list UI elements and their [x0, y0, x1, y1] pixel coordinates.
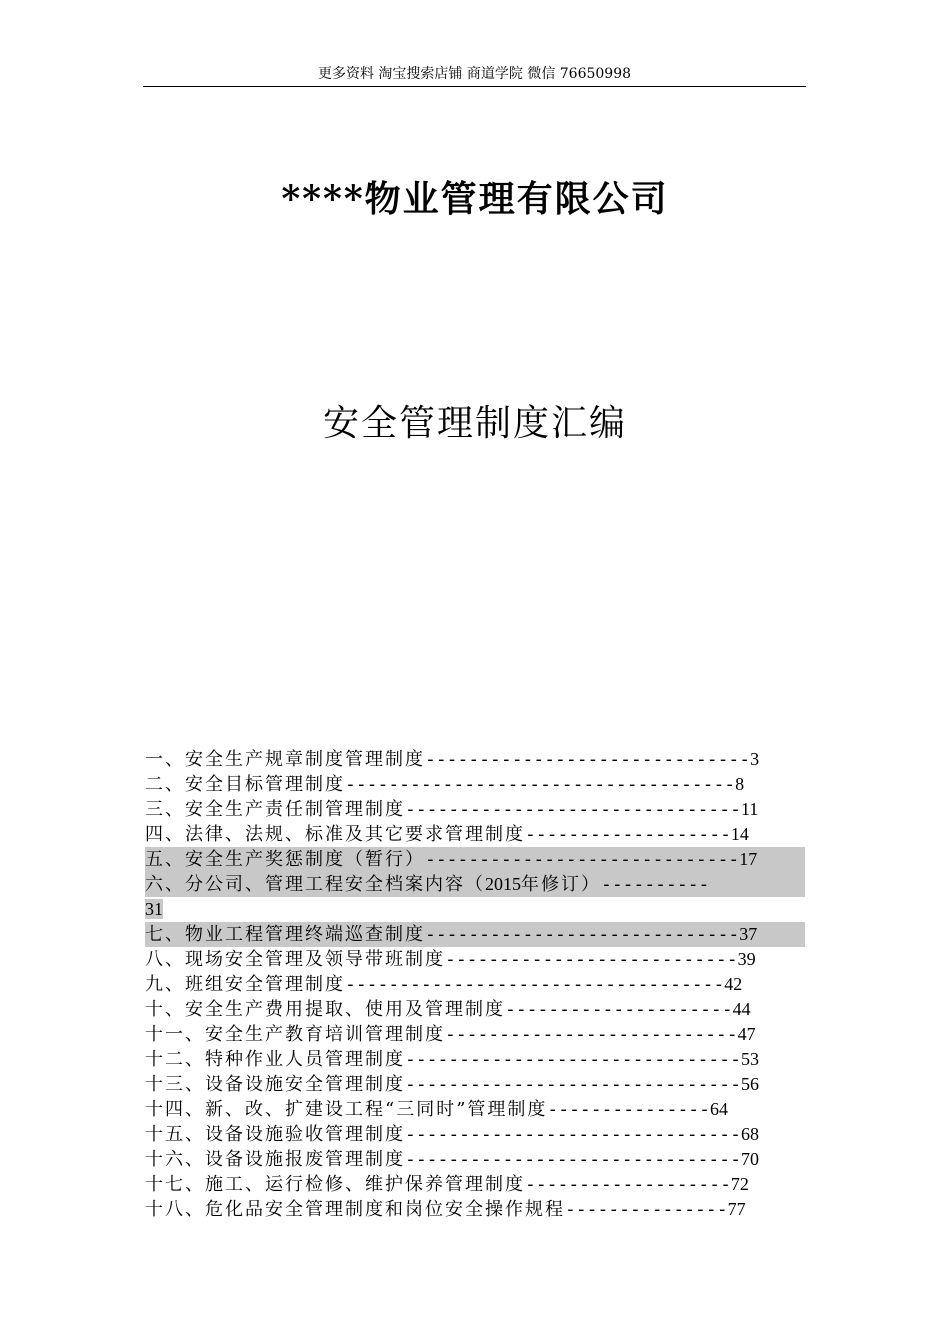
toc-leader: ------------------------------- [405, 1149, 741, 1170]
toc-entry-line [145, 872, 805, 897]
toc-entry-label: 十一、安全生产教育培训管理制度 [145, 1024, 445, 1045]
toc-entry-12 [145, 1047, 805, 1072]
header-rule [143, 86, 806, 87]
toc-leader: ------------------- [525, 824, 731, 845]
toc-entry-13 [145, 1072, 805, 1097]
toc-leader: ----------------------------------- [345, 974, 725, 995]
toc-page-number: 31 [145, 899, 163, 919]
toc-entry-15 [145, 1122, 805, 1147]
toc-entry-label: 一、安全生产规章制度管理制度 [145, 749, 425, 770]
toc-page-number: 3 [750, 749, 760, 769]
toc-entry-6 [145, 872, 805, 922]
toc-page-number: 17 [739, 849, 758, 869]
toc-entry-label: 十三、设备设施安全管理制度 [145, 1074, 405, 1095]
company-title: ****物业管理有限公司 [281, 178, 669, 220]
toc-entry-14 [145, 1097, 805, 1122]
toc-page-number: 44 [732, 999, 751, 1019]
toc-entry-16 [145, 1147, 805, 1172]
toc-entry-8 [145, 947, 805, 972]
toc-leader: --------------------------- [445, 949, 738, 970]
toc-leader: ------------------------------- [405, 1074, 741, 1095]
toc-entry-label: 七、物业工程管理终端巡查制度 [145, 924, 425, 945]
toc-leader: --------------- [547, 1099, 710, 1120]
toc-page-number: 72 [730, 1174, 749, 1194]
toc-entry-label: 十二、特种作业人员管理制度 [145, 1049, 405, 1070]
toc-page-number: 68 [740, 1124, 759, 1144]
toc-entry-9 [145, 972, 805, 997]
toc-entry-label: 十五、设备设施验收管理制度 [145, 1124, 405, 1145]
toc-entry-label: 十、安全生产费用提取、使用及管理制度 [145, 999, 505, 1020]
toc-entry-7 [145, 922, 805, 947]
toc-entry-year: 2015 [485, 874, 521, 894]
toc-page-number: 14 [730, 824, 749, 844]
toc-page-number: 8 [735, 774, 745, 794]
toc-page-number: 37 [739, 924, 758, 944]
toc-page-number: 64 [709, 1099, 728, 1119]
toc-page-number: 56 [740, 1074, 759, 1094]
toc-leader: ------------------- [525, 1174, 731, 1195]
toc-entry-17 [145, 1172, 805, 1197]
toc-page-number: 47 [737, 1024, 756, 1044]
toc-entry-label: 八、现场安全管理及领导带班制度 [145, 949, 445, 970]
toc-entry-line [145, 897, 805, 922]
toc-leader: ------------------------------------ [345, 774, 736, 795]
toc-entry-11 [145, 1022, 805, 1047]
toc-entry-4 [145, 822, 805, 847]
toc-entry-10 [145, 997, 805, 1022]
toc-entry-label: 十四、新、改、扩建设工程“三同时”管理制度 [145, 1099, 548, 1120]
document-subtitle: 安全管理制度汇编 [322, 403, 627, 444]
toc-entry-label: 二、安全目标管理制度 [145, 774, 345, 795]
toc-entry-label: 四、法律、法规、标准及其它要求管理制度 [145, 824, 525, 845]
toc-entry-1 [145, 747, 805, 772]
table-of-contents [145, 747, 805, 1222]
toc-page-number: 42 [724, 974, 743, 994]
toc-entry-18 [145, 1197, 805, 1222]
toc-entry-5 [145, 847, 805, 872]
page-header: 更多资料 淘宝搜索店铺 商道学院 微信 76650998 [317, 66, 632, 82]
toc-page-number: 53 [740, 1049, 759, 1069]
toc-entry-label: 十七、施工、运行检修、维护保养管理制度 [145, 1174, 525, 1195]
toc-entry-label: 五、安全生产奖惩制度（暂行） [145, 849, 425, 870]
toc-entry-2 [145, 772, 805, 797]
toc-entry-label: 九、班组安全管理制度 [145, 974, 345, 995]
toc-page-number: 70 [740, 1149, 759, 1169]
toc-leader: ------------------------------ [425, 749, 751, 770]
toc-leader: --------------- [565, 1199, 728, 1220]
toc-leader: ----------------------------- [425, 924, 740, 945]
toc-leader: ------------------------------- [405, 1124, 741, 1145]
toc-entry-3 [145, 797, 805, 822]
toc-page-number: 11 [740, 799, 759, 819]
toc-leader: ----------------------------- [425, 849, 740, 870]
toc-leader: --------------------- [505, 999, 733, 1020]
toc-leader: ------------------------------- [405, 1049, 741, 1070]
toc-entry-label: 十六、设备设施报废管理制度 [145, 1149, 405, 1170]
toc-entry-label: 三、安全生产责任制管理制度 [145, 799, 405, 820]
toc-entry-label-suffix: 年修订） [521, 874, 601, 895]
toc-leader: --------------------------- [445, 1024, 738, 1045]
toc-leader: ---------- [601, 874, 710, 895]
toc-page-number: 77 [727, 1199, 746, 1219]
toc-leader: ------------------------------- [405, 799, 741, 820]
toc-entry-label: 十八、危化品安全管理制度和岗位安全操作规程 [145, 1199, 565, 1220]
toc-page-number: 39 [737, 949, 756, 969]
toc-entry-label: 六、分公司、管理工程安全档案内容（ [145, 874, 485, 895]
